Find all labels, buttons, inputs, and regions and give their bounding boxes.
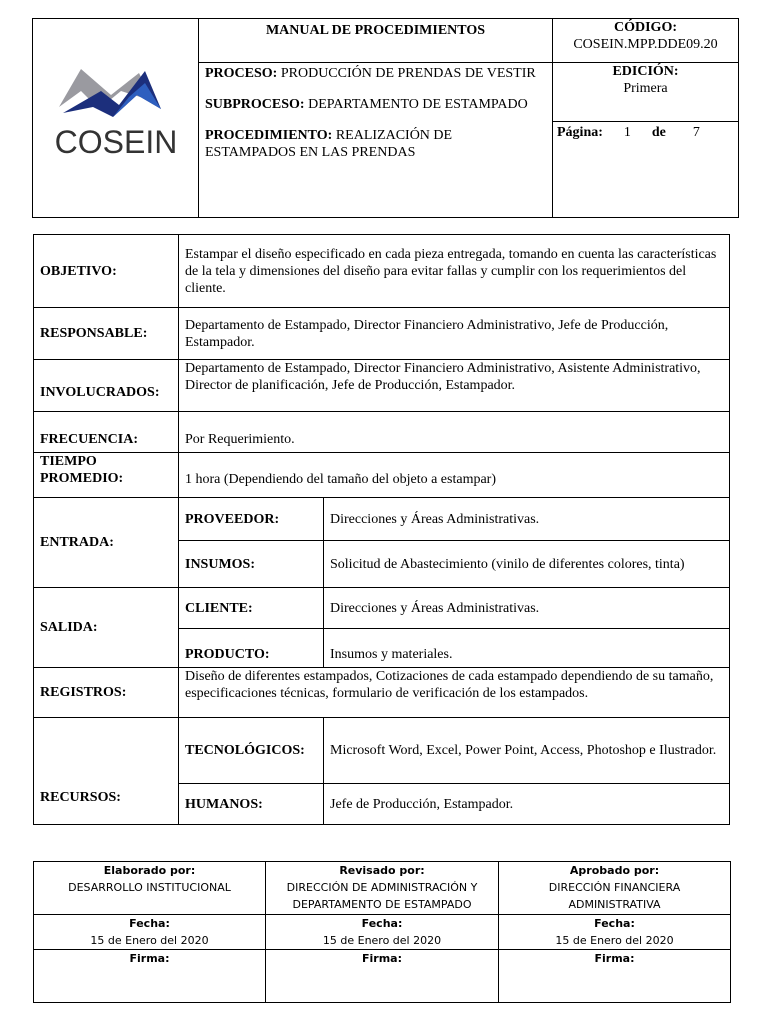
producto-label: PRODUCTO: [179, 629, 324, 668]
proveedor-label: PROVEEDOR: [179, 498, 324, 541]
pagina-cell [553, 122, 739, 218]
document-header [32, 18, 739, 218]
registros-row [34, 668, 730, 718]
proceso-value: PRODUCCIÓN DE PRENDAS DE VESTIR [280, 66, 536, 81]
firma-label: Firma: [129, 952, 170, 965]
pagina-num: 1 [623, 125, 631, 140]
objetivo-row [34, 235, 730, 308]
fecha-row [34, 915, 731, 950]
registros-label: REGISTROS: [34, 668, 179, 718]
logo-cell [33, 19, 199, 218]
subproceso-value: DEPARTAMENTO DE ESTAMPADO [308, 97, 528, 112]
codigo-cell [553, 19, 739, 63]
firma-cell-3 [499, 950, 731, 1003]
fecha-value: 15 de Enero del 2020 [90, 934, 209, 947]
frecuencia-value: Por Requerimiento. [179, 412, 730, 453]
insumos-value: Solicitud de Abastecimiento (vinilo de diferentes colores, tinta) [324, 541, 730, 588]
edicion-cell [553, 63, 739, 122]
firma-cell-1 [34, 950, 266, 1003]
salida-cliente-row [34, 588, 730, 629]
fecha-cell-3 [499, 915, 731, 950]
frecuencia-label: FRECUENCIA: [34, 412, 179, 453]
pagina-label: Página: [557, 125, 603, 140]
tecnologicos-label: TECNOLÓGICOS: [179, 718, 324, 784]
process-info-cell [199, 63, 553, 218]
pagina-de: de [651, 125, 666, 140]
salida-label: SALIDA: [34, 588, 179, 668]
revisado-label: Revisado por: [339, 864, 425, 877]
edicion-label: EDICIÓN: [612, 64, 679, 79]
revisado-value: DIRECCIÓN DE ADMINISTRACIÓN Y DEPARTAMENTO DE ESTAMPADO [286, 881, 478, 911]
procedure-details-table [33, 234, 730, 825]
tiempo-row [34, 453, 730, 498]
responsable-label: RESPONSABLE: [34, 308, 179, 360]
aprobado-value: DIRECCIÓN FINANCIERA ADMINISTRATIVA [548, 881, 681, 911]
cosein-logo [41, 61, 191, 171]
recursos-label: RECURSOS: [34, 718, 179, 825]
aprobado-cell [499, 862, 731, 915]
fecha-label: Fecha: [594, 917, 635, 930]
frecuencia-row [34, 412, 730, 453]
proveedor-value: Direcciones y Áreas Administrativas. [324, 498, 730, 541]
fecha-value: 15 de Enero del 2020 [322, 934, 442, 947]
firma-label: Firma: [362, 952, 402, 965]
firma-cell-2 [266, 950, 499, 1003]
registros-value: Diseño de diferentes estampados, Cotizaciones de cada estampado dependiendo de su tamaño, especificaciones técnicas, formulario de verificación de los estampados. [179, 668, 730, 718]
cliente-label: CLIENTE: [179, 588, 324, 629]
involucrados-label: INVOLUCRADOS: [34, 360, 179, 412]
insumos-label: INSUMOS: [179, 541, 324, 588]
edicion-value: Primera [623, 81, 668, 96]
codigo-label: CÓDIGO: [614, 20, 677, 35]
humanos-label: HUMANOS: [179, 784, 324, 825]
objetivo-label: OBJETIVO: [34, 235, 179, 308]
producto-value: Insumos y materiales. [324, 629, 730, 668]
involucrados-value: Departamento de Estampado, Director Financiero Administrativo, Asistente Administrativo, Director de planificación, Jefe de Producción, Estampador. [179, 360, 730, 412]
logo-text: COSEIN [54, 123, 177, 160]
fecha-cell-2 [266, 915, 499, 950]
fecha-label: Fecha: [361, 917, 403, 930]
objetivo-value: Estampar el diseño especificado en cada pieza entregada, tomando en cuenta las características de la tela y dimensiones del diseño para evitar fallas y cumplir con los requerimientos del cliente. [179, 235, 730, 308]
elaborado-value: DESARROLLO INSTITUCIONAL [68, 881, 231, 894]
elaborado-cell [34, 862, 266, 915]
tiempo-label: TIEMPO PROMEDIO: [34, 453, 179, 498]
cliente-value: Direcciones y Áreas Administrativas. [324, 588, 730, 629]
entrada-proveedor-row [34, 498, 730, 541]
firma-row [34, 950, 731, 1003]
fecha-cell-1 [34, 915, 266, 950]
approval-names-row [34, 862, 731, 915]
pagina-total: 7 [692, 125, 700, 140]
codigo-value: COSEIN.MPP.DDE09.20 [573, 37, 718, 52]
responsable-row [34, 308, 730, 360]
revisado-cell [266, 862, 499, 915]
responsable-value: Departamento de Estampado, Director Financiero Administrativo, Jefe de Producción, Estampador. [179, 308, 730, 360]
subproceso-label: SUBPROCESO: [205, 97, 305, 112]
fecha-label: Fecha: [129, 917, 170, 930]
manual-title: MANUAL DE PROCEDIMIENTOS [199, 19, 553, 63]
approval-table [33, 861, 731, 1003]
procedimiento-value: REALIZACIÓN DE ESTAMPADOS EN LAS PRENDAS [205, 128, 453, 160]
fecha-value: 15 de Enero del 2020 [555, 934, 674, 947]
firma-label: Firma: [594, 952, 635, 965]
entrada-label: ENTRADA: [34, 498, 179, 588]
involucrados-row [34, 360, 730, 412]
aprobado-label: Aprobado por: [569, 864, 660, 877]
tecnologicos-value: Microsoft Word, Excel, Power Point, Access, Photoshop e Ilustrador. [324, 718, 730, 784]
humanos-value: Jefe de Producción, Estampador. [324, 784, 730, 825]
procedimiento-label: PROCEDIMIENTO: [205, 128, 333, 143]
tiempo-value: 1 hora (Dependiendo del tamaño del objeto a estampar) [179, 453, 730, 498]
proceso-label: PROCESO: [205, 66, 278, 81]
elaborado-label: Elaborado por: [103, 864, 196, 877]
recursos-tecnologicos-row [34, 718, 730, 784]
